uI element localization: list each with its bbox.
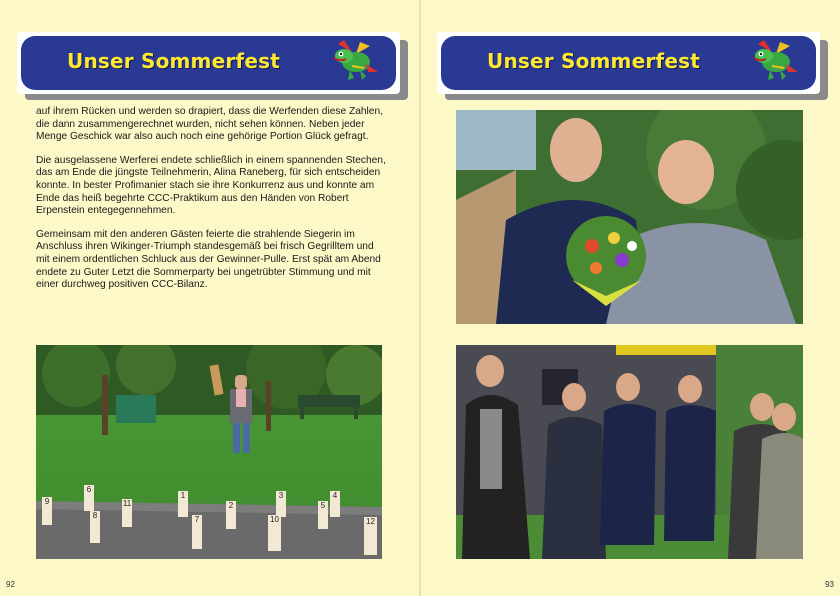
kubb-block: 5: [318, 501, 328, 529]
kubb-block: 9: [42, 497, 52, 525]
right-page: [421, 0, 840, 596]
left-banner: [17, 32, 400, 94]
award-handover-photo: [456, 110, 803, 324]
kubb-block: 1: [178, 491, 188, 517]
left-banner-title: Unser Sommerfest: [67, 49, 280, 73]
paragraph: Die ausgelassene Werferei endete schließlich in einem spannenden Stechen, das am Ende die jüngste Teilnehmerin, Alina Raneberg, für sich entscheiden konnte. In bester Profimanier stach sie ihre Konkurrenz aus und konnte am Ende das heiß begehrte CCC-Praktikum aus den Händen von Robert Erpenstein entegegennehmen.: [36, 154, 386, 217]
paragraph: Gemeinsam mit den anderen Gästen feierte die strahlende Siegerin im Anschluss ihren Wikinger-Triumph standesgemäß bei frisch Gegrilltem und mit einem ordentlichen Schluck aus der Gewinner-Pulle. Erst spät am Abend endete zu Guter Letzt die Sommerparty bei ungetrübter Stimmung und mit einer durchweg positiven CCC-Bilanz.: [36, 228, 381, 291]
page-number: 92: [6, 580, 15, 589]
dragon-mascot-icon: [750, 38, 802, 84]
article-text: [36, 106, 386, 303]
kubb-block: 3: [276, 491, 286, 517]
right-banner: [437, 32, 820, 94]
kubb-block: 12: [364, 517, 377, 555]
group-photo: [456, 345, 803, 559]
kubb-block: 4: [330, 491, 340, 517]
page-number: 93: [825, 580, 834, 589]
paragraph: auf ihrem Rücken und werden so drapiert, dass die Werfenden diese Zahlen, die dann zusammengerechnet wurden, nicht sehen können. Neben jeder Menge Geschick war also auch noch eine gehörige Portion Glück gefragt.: [36, 106, 383, 143]
right-banner-title: Unser Sommerfest: [487, 49, 700, 73]
kubb-block: 10: [268, 515, 281, 551]
kubb-block: 8: [90, 511, 100, 543]
kubb-block: 2: [226, 501, 236, 529]
dragon-mascot-icon: [330, 38, 382, 84]
kubb-block: 7: [192, 515, 202, 549]
kubb-game-photo: [36, 345, 382, 559]
left-page: [0, 0, 419, 596]
kubb-block: 11: [122, 499, 132, 527]
kubb-block: 6: [84, 485, 94, 511]
